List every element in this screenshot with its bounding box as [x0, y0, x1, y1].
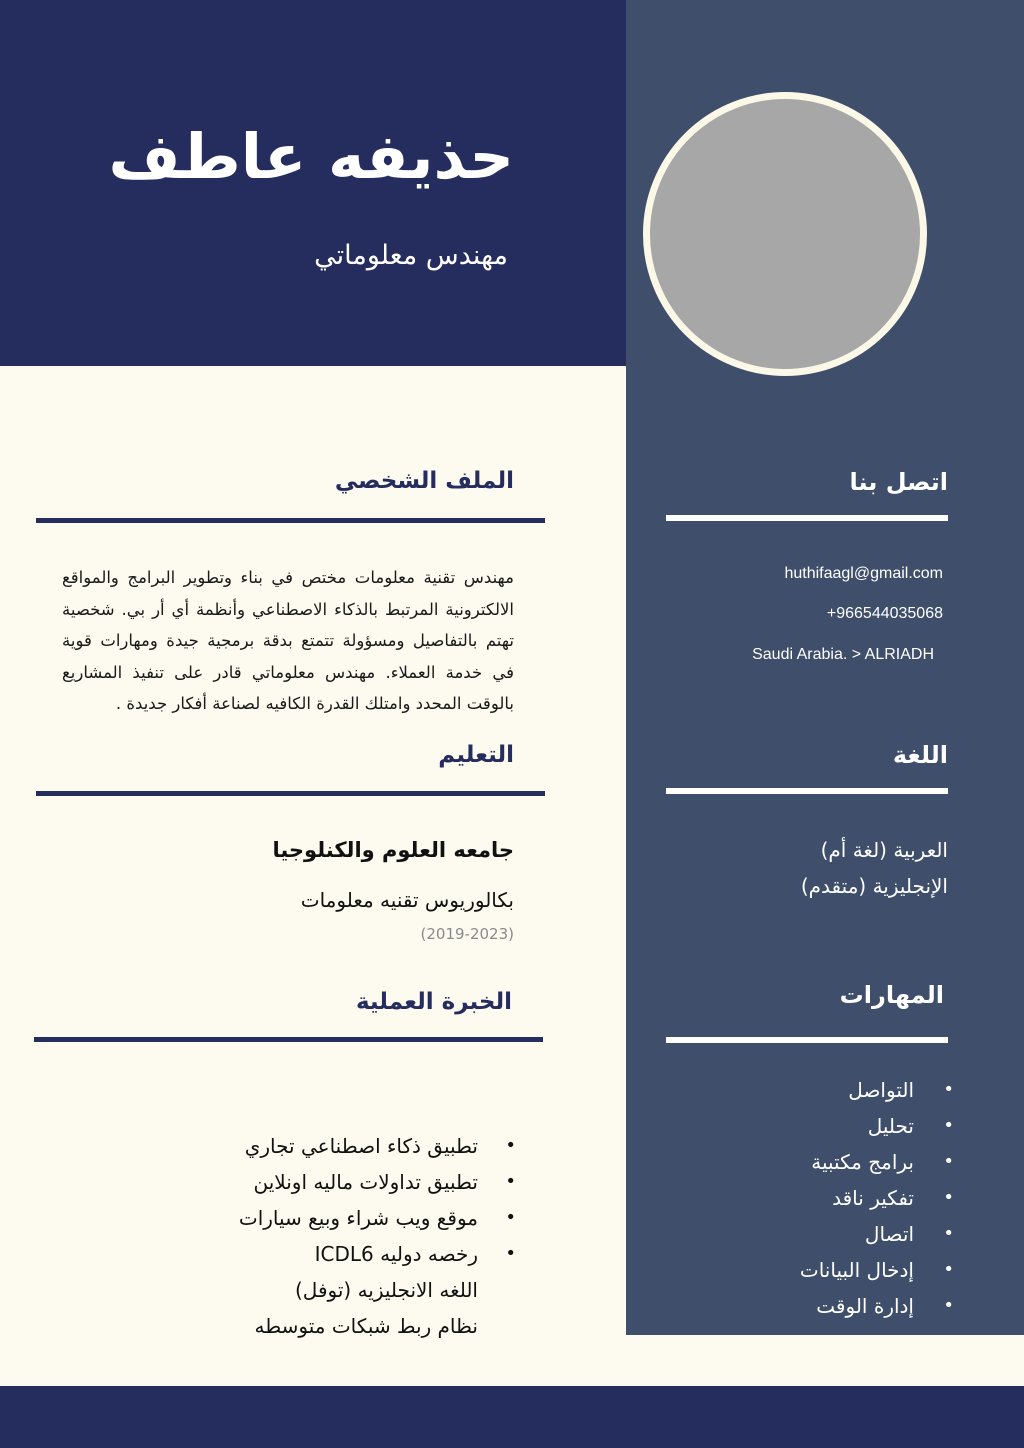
contact-heading: اتصل بنا	[849, 468, 948, 496]
degree-name: بكالوريوس تقنيه معلومات	[300, 888, 514, 912]
skill-item: • إدارة الوقت	[694, 1288, 954, 1324]
experience-bullets	[496, 1128, 516, 1272]
languages-divider	[666, 788, 948, 794]
contact-location: Saudi Arabia. > ALRIADH	[752, 646, 934, 663]
skill-item: • تحليل	[694, 1108, 954, 1144]
bullet-icon: •	[505, 1171, 516, 1192]
profile-divider	[36, 518, 545, 523]
bullet-icon: •	[505, 1207, 516, 1228]
skill-item: • إدخال البيانات	[694, 1252, 954, 1288]
experience-divider	[34, 1037, 543, 1042]
skill-item: • تفكير ناقد	[694, 1180, 954, 1216]
skills-heading: المهارات	[839, 981, 944, 1009]
bullet-icon: •	[505, 1135, 516, 1156]
skills-divider	[666, 1037, 948, 1043]
education-years: (2019-2023)	[420, 925, 514, 943]
experience-item: اللغه الانجليزيه (توفل)	[295, 1278, 478, 1302]
contact-email[interactable]: huthifaagl@gmail.com	[784, 565, 943, 582]
languages-heading: اللغة	[892, 741, 948, 769]
language-item: العربية (لغة أم)	[820, 838, 948, 862]
experience-item: موقع ويب شراء وبيع سيارات	[238, 1206, 478, 1230]
experience-item: تطبيق تداولات ماليه اونلاين	[253, 1170, 478, 1194]
education-divider	[36, 791, 545, 796]
profile-photo-placeholder	[643, 92, 927, 376]
experience-item: رخصه دوليه ICDL6	[314, 1242, 478, 1266]
university-name: جامعه العلوم والكنلوجيا	[272, 838, 514, 862]
job-title: مهندس معلوماتي	[314, 240, 508, 271]
experience-heading: الخبرة العملية	[355, 989, 512, 1015]
experience-list	[178, 1128, 478, 1344]
skill-item: • اتصال	[694, 1216, 954, 1252]
skills-list	[694, 1072, 954, 1324]
experience-item: نظام ربط شبكات متوسطه	[254, 1314, 478, 1338]
person-name: حذيفه عاطف	[108, 120, 514, 193]
skill-item: • التواصل	[694, 1072, 954, 1108]
language-item: الإنجليزية (متقدم)	[800, 874, 948, 898]
contact-phone[interactable]: +966544035068	[826, 605, 943, 622]
contact-divider	[666, 515, 948, 521]
footer-band	[0, 1386, 1024, 1448]
experience-item: تطبيق ذكاء اصطناعي تجاري	[244, 1134, 478, 1158]
skill-item: • برامج مكتبية	[694, 1144, 954, 1180]
profile-summary: مهندس تقنية معلومات مختص في بناء وتطوير البرامج والمواقع الالكترونية المرتبط بالذكاء الاصطناعي وأنظمة أي أر بي. شخصية تهتم بالتفاصيل ومسؤولة تتمتع بدقة برمجية جيدة ومهارات قوية في خدمة العملاء. مهندس معلوماتي قادر على تنفيذ المشاريع بالوقت المحدد وامتلك القدرة الكافيه لصناعة أفكار جديدة .	[62, 568, 514, 713]
bullet-icon: •	[505, 1243, 516, 1264]
profile-heading: الملف الشخصي	[334, 468, 514, 494]
education-heading: التعليم	[438, 742, 514, 768]
